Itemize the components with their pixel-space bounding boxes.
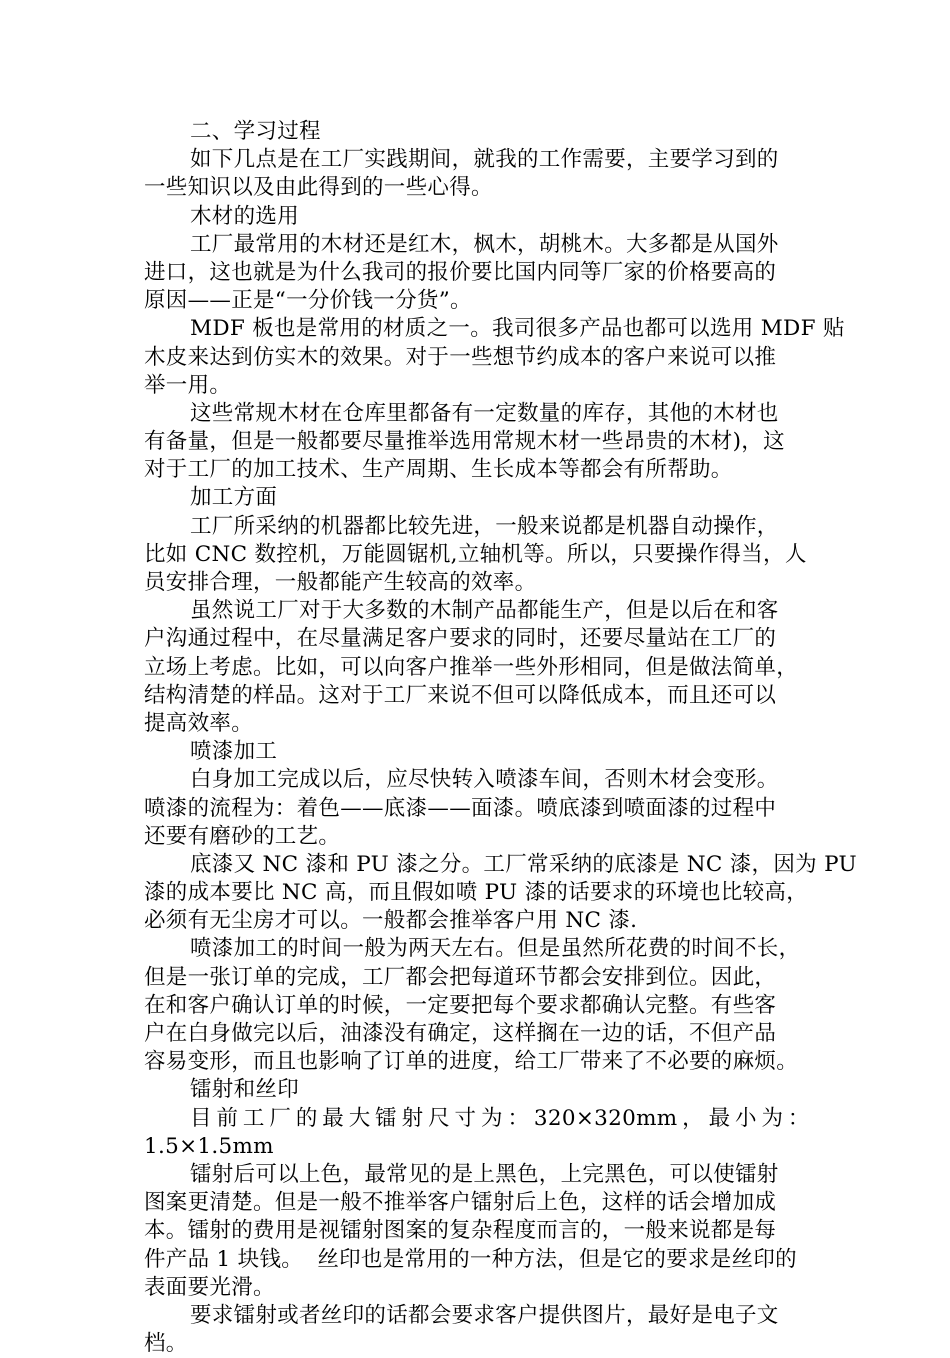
text-line: 如下几点是在工厂实践期间，就我的工作需要，主要学习到的 bbox=[190, 147, 779, 173]
text-token: 前 bbox=[216, 1105, 239, 1131]
text-line: 举一用。 bbox=[144, 372, 232, 398]
text-line: 但是一张订单的完成，工厂都会把每道环节都会安排到位。因此， bbox=[144, 964, 777, 990]
text-line: 图案更清楚。但是一般不推举客户镭射后上色，这样的话会增加成 bbox=[144, 1190, 777, 1216]
text-token: 最 bbox=[708, 1105, 731, 1131]
text-line: 立场上考虑。比如，可以向客户推举一些外形相同，但是做法简单， bbox=[144, 654, 799, 680]
text-line: 比如 CNC 数控机，万能圆锯机,立轴机等。所以，只要操作得当，人 bbox=[144, 541, 807, 567]
text-line: 表面要光滑。 bbox=[144, 1274, 275, 1300]
paragraph-block bbox=[144, 1133, 810, 1358]
text-token: ： bbox=[787, 1105, 810, 1131]
text-token: 镭 bbox=[375, 1105, 397, 1131]
text-token: 尺 bbox=[428, 1105, 450, 1131]
text-token: 大 bbox=[348, 1105, 371, 1131]
text-line: 在和客户确认订单的时候，一定要把每个要求都确认完整。有些客 bbox=[144, 992, 777, 1018]
text-line: 还要有磨砂的工艺。 bbox=[144, 823, 341, 849]
text-token: ： bbox=[507, 1105, 530, 1131]
document-body bbox=[144, 118, 857, 1358]
text-line: 要求镭射或者丝印的话都会要求客户提供图片，最好是电子文 bbox=[190, 1302, 779, 1328]
text-token: ， bbox=[682, 1105, 704, 1131]
spread-text-line bbox=[144, 1105, 810, 1133]
text-line: 底漆又 NC 漆和 PU 漆之分。工厂常采纳的底漆是 NC 漆，因为 PU bbox=[190, 851, 857, 877]
text-token: 为 bbox=[761, 1105, 784, 1131]
text-line: 工厂最常用的木材还是红木，枫木，胡桃木。大多都是从国外 bbox=[190, 231, 779, 257]
text-line: 提高效率。 bbox=[144, 710, 254, 736]
text-token: 目 bbox=[190, 1105, 212, 1131]
text-token: 320×320mm bbox=[533, 1105, 678, 1131]
text-line: MDF 板也是常用的材质之一。我司很多产品也都可以选用 MDF 贴 bbox=[190, 316, 845, 342]
text-line: 结构清楚的样品。这对于工厂来说不但可以降低成本，而且还可以 bbox=[144, 682, 777, 708]
text-line: 户沟通过程中，在尽量满足客户要求的同时，还要尽量站在工厂的 bbox=[144, 626, 777, 652]
text-line: 木皮来达到仿实木的效果。对于一些想节约成本的客户来说可以推 bbox=[144, 344, 777, 370]
text-line: 虽然说工厂对于大多数的木制产品都能生产，但是以后在和客 bbox=[190, 598, 779, 624]
text-line: 容易变形，而且也影响了订单的进度，给工厂带来了不必要的麻烦。 bbox=[144, 1049, 799, 1075]
text-line: 件产品 1 块钱。 丝印也是常用的一种方法，但是它的要求是丝印的 bbox=[144, 1246, 797, 1272]
text-line: 镭射后可以上色，最常见的是上黑色，上完黑色，可以使镭射 bbox=[190, 1161, 779, 1187]
text-line: 必须有无尘房才可以。一般都会推举客户用 NC 漆. bbox=[144, 908, 638, 934]
text-line: 原因——正是“一分价钱一分货”。 bbox=[144, 288, 472, 314]
text-line: 这些常规木材在仓库里都备有一定数量的库存，其他的木材也 bbox=[190, 400, 779, 426]
text-line: 户在白身做完以后，油漆没有确定，这样搁在一边的话，不但产品 bbox=[144, 1021, 777, 1046]
text-token: 工 bbox=[242, 1105, 265, 1131]
text-token: 厂 bbox=[269, 1105, 292, 1131]
text-token: 寸 bbox=[454, 1105, 477, 1131]
text-line: 镭射和丝印 bbox=[190, 1077, 300, 1103]
text-line: 对于工厂的加工技术、生产周期、生长成本等都会有所帮助。 bbox=[144, 457, 733, 483]
text-token: 最 bbox=[322, 1105, 345, 1131]
paragraph-block bbox=[144, 118, 857, 1105]
text-line: 喷漆加工 bbox=[190, 739, 278, 765]
text-token: 小 bbox=[735, 1105, 757, 1131]
text-line: 漆的成本要比 NC 高，而且假如喷 PU 漆的话要求的环境也比较高， bbox=[144, 880, 809, 906]
text-line: 白身加工完成以后，应尽快转入喷漆车间，否则木材会变形。 bbox=[190, 767, 779, 793]
text-line: 1.5×1.5mm bbox=[144, 1133, 274, 1159]
text-line: 本。镭射的费用是视镭射图案的复杂程度而言的，一般来说都是每 bbox=[144, 1218, 777, 1244]
text-line: 二、学习过程 bbox=[190, 119, 321, 144]
text-line: 一些知识以及由此得到的一些心得。 bbox=[144, 175, 493, 201]
text-line: 加工方面 bbox=[190, 485, 278, 511]
text-line: 木材的选用 bbox=[190, 203, 300, 229]
text-line: 进口，这也就是为什么我司的报价要比国内同等厂家的价格要高的 bbox=[144, 259, 777, 285]
text-token: 为 bbox=[480, 1105, 503, 1131]
text-line: 喷漆加工的时间一般为两天左右。但是虽然所花费的时间不长， bbox=[190, 936, 801, 962]
text-line: 档。 bbox=[144, 1331, 188, 1357]
text-token: 射 bbox=[401, 1105, 424, 1131]
text-line: 工厂所采纳的机器都比较先进，一般来说都是机器自动操作， bbox=[190, 513, 779, 539]
text-line: 员安排合理，一般都能产生较高的效率。 bbox=[144, 570, 537, 595]
text-token: 的 bbox=[295, 1105, 318, 1131]
text-line: 有备量，但是一般都要尽量推举选用常规木材一些昂贵的木材)，这 bbox=[144, 429, 785, 455]
text-line: 喷漆的流程为：着色——底漆——面漆。喷底漆到喷面漆的过程中 bbox=[144, 795, 777, 821]
